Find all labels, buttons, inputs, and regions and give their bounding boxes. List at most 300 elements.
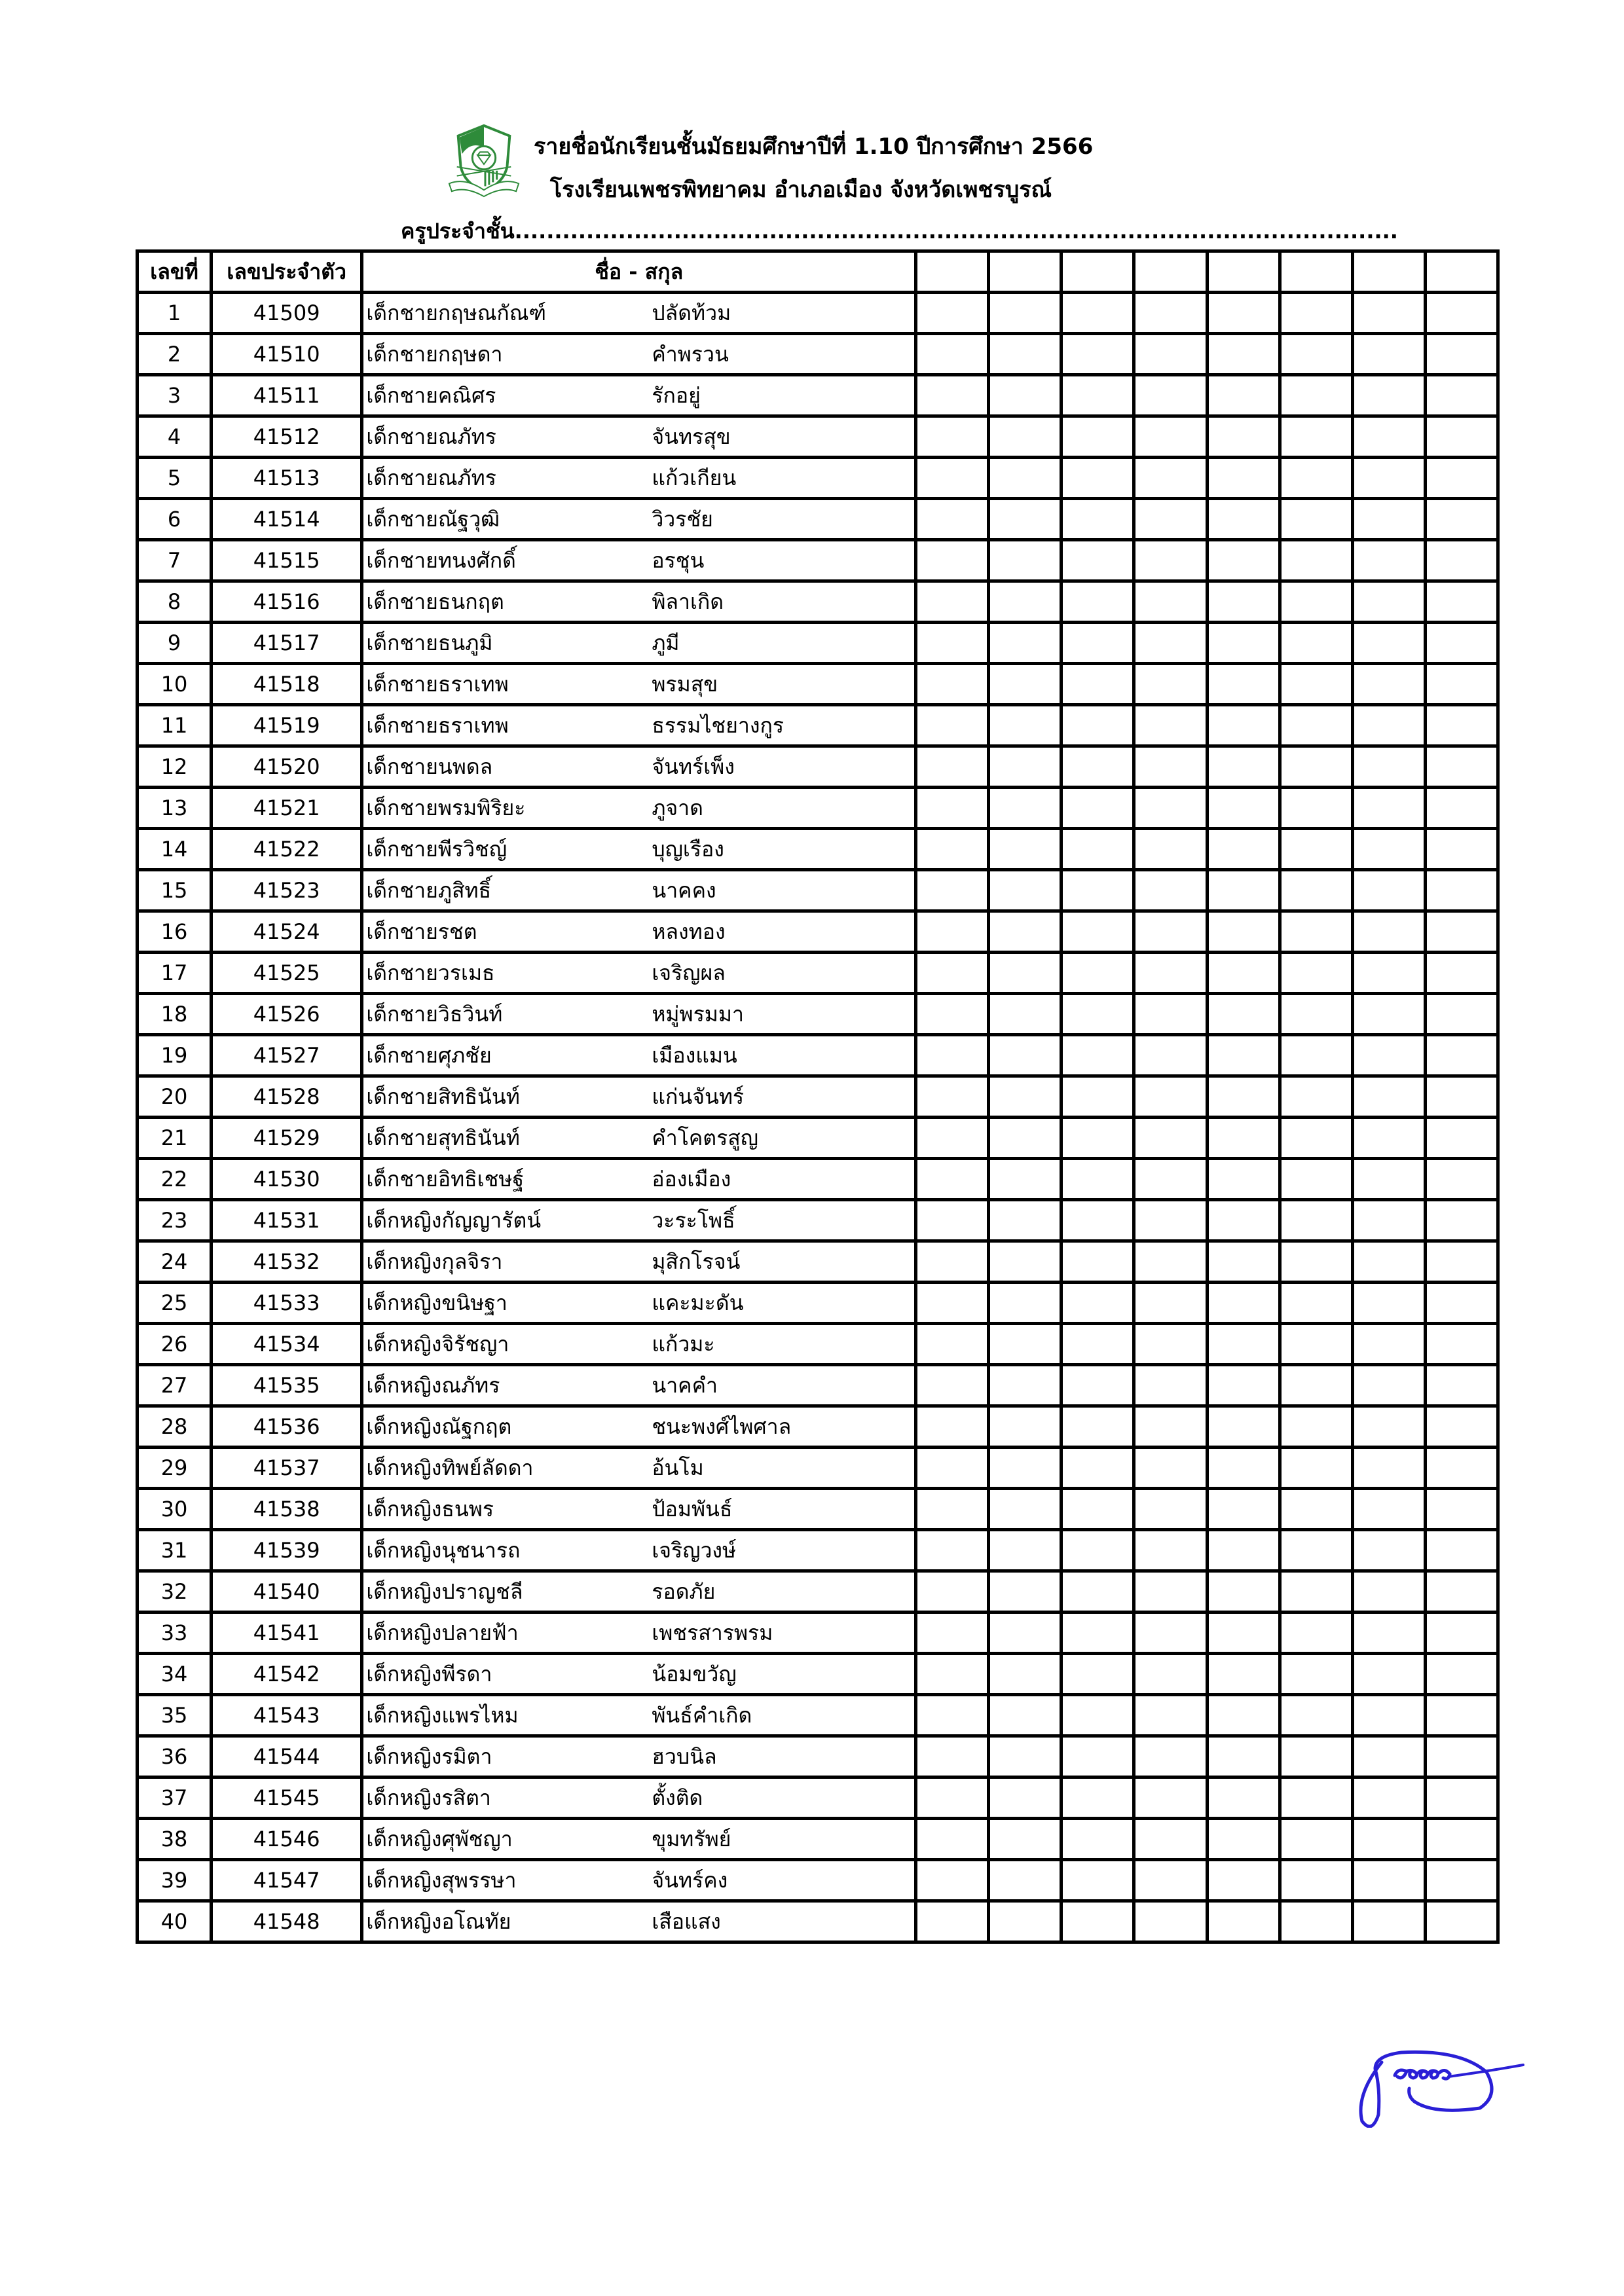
blank-mark-cell (1207, 1860, 1280, 1901)
blank-mark-cell (1207, 458, 1280, 499)
student-name-cell (362, 1365, 916, 1406)
blank-mark-cell (1280, 1076, 1352, 1118)
student-name-cell (362, 1613, 916, 1654)
blank-mark-cell (1425, 1654, 1498, 1695)
blank-mark-cell (1207, 499, 1280, 540)
blank-mark-cell (1134, 1200, 1207, 1241)
row-number: 11 (138, 705, 212, 746)
blank-mark-cell (916, 1118, 989, 1159)
blank-mark-cell (1134, 334, 1207, 375)
row-number: 23 (138, 1200, 212, 1241)
student-id: 41517 (212, 623, 362, 664)
student-last-name: จันทร์คง (652, 1868, 728, 1893)
student-last-name: นาคคง (652, 878, 716, 903)
student-id: 41539 (212, 1530, 362, 1571)
student-first-name: เด็กชายสุทธินันท์ (366, 1125, 520, 1150)
blank-mark-cell (1207, 1076, 1280, 1118)
row-number: 21 (138, 1118, 212, 1159)
blank-mark-cell (1134, 581, 1207, 623)
student-first-name: เด็กหญิงขนิษฐา (366, 1290, 507, 1315)
blank-mark-cell (1280, 1819, 1352, 1860)
row-number: 38 (138, 1819, 212, 1860)
row-number: 20 (138, 1076, 212, 1118)
table-row (138, 1489, 1498, 1530)
blank-mark-cell (989, 458, 1061, 499)
header-full-name: ชื่อ - สกุล (362, 251, 916, 293)
blank-mark-cell (1425, 623, 1498, 664)
blank-mark-cell (1280, 1324, 1352, 1365)
blank-mark-cell (1425, 788, 1498, 829)
blank-mark-cell (1425, 1695, 1498, 1736)
student-first-name: เด็กหญิงนุชนารถ (366, 1538, 521, 1563)
blank-mark-cell (1352, 1777, 1425, 1819)
row-number: 12 (138, 746, 212, 788)
student-id: 41543 (212, 1695, 362, 1736)
student-name-cell (362, 1860, 916, 1901)
blank-mark-cell (1425, 375, 1498, 416)
student-last-name: แคะมะดัน (652, 1290, 744, 1315)
blank-mark-cell (1207, 1736, 1280, 1777)
student-id: 41525 (212, 953, 362, 994)
blank-mark-cell (1352, 911, 1425, 953)
blank-mark-cell (1207, 705, 1280, 746)
student-first-name: เด็กชายวิธวินท์ (366, 1002, 503, 1027)
row-number: 33 (138, 1613, 212, 1654)
blank-mark-cell (916, 1819, 989, 1860)
blank-mark-cell (916, 499, 989, 540)
blank-mark-cell (1352, 1695, 1425, 1736)
student-first-name: เด็กชายณภัทร (366, 424, 496, 449)
student-first-name: เด็กหญิงรมิตา (366, 1744, 492, 1769)
blank-mark-cell (1207, 334, 1280, 375)
student-last-name: มุสิกโรจน์ (652, 1249, 741, 1274)
blank-mark-cell (1352, 623, 1425, 664)
blank-mark-cell (916, 1283, 989, 1324)
row-number: 29 (138, 1448, 212, 1489)
blank-mark-cell (916, 953, 989, 994)
row-number: 10 (138, 664, 212, 705)
blank-mark-cell (1134, 1241, 1207, 1283)
blank-mark-cell (916, 1365, 989, 1406)
table-row (138, 1076, 1498, 1118)
blank-mark-cell (1280, 746, 1352, 788)
blank-mark-cell (1134, 1530, 1207, 1571)
student-last-name: พิลาเกิด (652, 589, 724, 614)
blank-mark-cell (1061, 293, 1134, 334)
blank-mark-cell (1425, 1406, 1498, 1448)
blank-mark-cell (989, 1118, 1061, 1159)
blank-mark-cell (989, 870, 1061, 911)
blank-mark-cell (1352, 1860, 1425, 1901)
student-id: 41538 (212, 1489, 362, 1530)
blank-mark-cell (1352, 540, 1425, 581)
blank-mark-cell (1425, 458, 1498, 499)
student-first-name: เด็กหญิงกัญญารัตน์ (366, 1208, 542, 1233)
blank-mark-cell (1425, 1324, 1498, 1365)
blank-mark-cell (1352, 1241, 1425, 1283)
student-last-name: ปลัดท้วม (652, 301, 731, 325)
blank-mark-cell (1061, 1283, 1134, 1324)
student-name-cell (362, 1241, 916, 1283)
student-last-name: จันทรสุข (652, 424, 731, 449)
student-id: 41522 (212, 829, 362, 870)
table-row (138, 1200, 1498, 1241)
student-first-name: เด็กชายศุภชัย (366, 1043, 492, 1068)
student-name-cell (362, 1200, 916, 1241)
blank-mark-cell (1061, 1076, 1134, 1118)
student-roster-table (136, 249, 1500, 1944)
blank-mark-cell (916, 788, 989, 829)
table-row (138, 1571, 1498, 1613)
blank-mark-cell (1425, 1571, 1498, 1613)
student-name-cell (362, 664, 916, 705)
student-first-name: เด็กชายวรเมธ (366, 960, 495, 985)
student-id: 41521 (212, 788, 362, 829)
table-row (138, 1159, 1498, 1200)
student-name-cell (362, 1571, 916, 1613)
blank-mark-cell (1207, 540, 1280, 581)
blank-mark-cell (989, 416, 1061, 458)
blank-mark-cell (1425, 1118, 1498, 1159)
blank-mark-cell (989, 293, 1061, 334)
table-row (138, 664, 1498, 705)
student-first-name: เด็กหญิงปลายฟ้า (366, 1620, 519, 1645)
student-name-cell (362, 623, 916, 664)
table-row (138, 870, 1498, 911)
student-name-cell (362, 1159, 916, 1200)
blank-mark-cell (1425, 499, 1498, 540)
student-last-name: แก่นจันทร์ (652, 1084, 745, 1109)
header-blank-cell (916, 251, 989, 293)
table-row (138, 416, 1498, 458)
blank-mark-cell (1280, 911, 1352, 953)
row-number: 26 (138, 1324, 212, 1365)
blank-mark-cell (1134, 458, 1207, 499)
student-name-cell (362, 705, 916, 746)
student-name-cell (362, 953, 916, 994)
table-row (138, 829, 1498, 870)
student-last-name: คำโคตรสูญ (652, 1125, 759, 1150)
blank-mark-cell (1134, 1777, 1207, 1819)
blank-mark-cell (1134, 1860, 1207, 1901)
blank-mark-cell (1061, 1035, 1134, 1076)
blank-mark-cell (989, 1406, 1061, 1448)
blank-mark-cell (1352, 375, 1425, 416)
blank-mark-cell (1134, 416, 1207, 458)
blank-mark-cell (1061, 1654, 1134, 1695)
student-id: 41526 (212, 994, 362, 1035)
blank-mark-cell (916, 334, 989, 375)
blank-mark-cell (1425, 1200, 1498, 1241)
blank-mark-cell (1352, 1324, 1425, 1365)
blank-mark-cell (1280, 334, 1352, 375)
student-id: 41513 (212, 458, 362, 499)
blank-mark-cell (1280, 1860, 1352, 1901)
blank-mark-cell (989, 1448, 1061, 1489)
header-blank-cell (1061, 251, 1134, 293)
blank-mark-cell (989, 1695, 1061, 1736)
student-last-name: นาคคำ (652, 1373, 718, 1398)
student-name-cell (362, 1283, 916, 1324)
blank-mark-cell (1061, 1365, 1134, 1406)
blank-mark-cell (916, 1200, 989, 1241)
blank-mark-cell (1280, 499, 1352, 540)
blank-mark-cell (989, 1200, 1061, 1241)
row-number: 27 (138, 1365, 212, 1406)
row-number: 22 (138, 1159, 212, 1200)
blank-mark-cell (1207, 1118, 1280, 1159)
blank-mark-cell (1352, 829, 1425, 870)
table-row (138, 540, 1498, 581)
blank-mark-cell (1280, 623, 1352, 664)
blank-mark-cell (916, 1324, 989, 1365)
blank-mark-cell (1061, 1860, 1134, 1901)
blank-mark-cell (916, 1159, 989, 1200)
student-id: 41512 (212, 416, 362, 458)
blank-mark-cell (1061, 911, 1134, 953)
table-row (138, 1324, 1498, 1365)
header-blank-cell (1280, 251, 1352, 293)
row-number: 25 (138, 1283, 212, 1324)
table-row (138, 1819, 1498, 1860)
student-first-name: เด็กหญิงศุพัชญา (366, 1827, 513, 1851)
blank-mark-cell (1280, 1241, 1352, 1283)
blank-mark-cell (989, 623, 1061, 664)
student-last-name: แก้วมะ (652, 1332, 715, 1357)
student-id: 41514 (212, 499, 362, 540)
blank-mark-cell (1061, 788, 1134, 829)
blank-mark-cell (1061, 375, 1134, 416)
blank-mark-cell (1134, 953, 1207, 994)
student-first-name: เด็กหญิงปราญชลี (366, 1579, 523, 1604)
blank-mark-cell (1207, 953, 1280, 994)
blank-mark-cell (1061, 953, 1134, 994)
row-number: 16 (138, 911, 212, 953)
row-number: 40 (138, 1901, 212, 1942)
teacher-signature (1329, 2023, 1526, 2128)
table-row (138, 1530, 1498, 1571)
student-name-cell (362, 1448, 916, 1489)
student-id: 41548 (212, 1901, 362, 1942)
student-first-name: เด็กชายณภัทร (366, 465, 496, 490)
blank-mark-cell (1134, 1159, 1207, 1200)
blank-mark-cell (1134, 829, 1207, 870)
header-blank-cell (1207, 251, 1280, 293)
student-last-name: ฮวบนิล (652, 1744, 717, 1769)
student-last-name: เจริญวงษ์ (652, 1538, 737, 1563)
blank-mark-cell (1061, 994, 1134, 1035)
student-id: 41510 (212, 334, 362, 375)
blank-mark-cell (1425, 1901, 1498, 1942)
table-row (138, 746, 1498, 788)
blank-mark-cell (1352, 334, 1425, 375)
document-title: รายชื่อนักเรียนชั้นมัธยมศึกษาปีที่ 1.10 ปีการศึกษา 2566 (534, 134, 1094, 160)
blank-mark-cell (1425, 1283, 1498, 1324)
student-id: 41531 (212, 1200, 362, 1241)
blank-mark-cell (1207, 293, 1280, 334)
blank-mark-cell (1425, 334, 1498, 375)
table-row (138, 623, 1498, 664)
blank-mark-cell (1134, 375, 1207, 416)
blank-mark-cell (1280, 1489, 1352, 1530)
blank-mark-cell (1207, 1530, 1280, 1571)
student-first-name: เด็กหญิงจิรัชญา (366, 1332, 509, 1357)
blank-mark-cell (1280, 416, 1352, 458)
blank-mark-cell (1061, 746, 1134, 788)
blank-mark-cell (989, 1324, 1061, 1365)
blank-mark-cell (1352, 1901, 1425, 1942)
blank-mark-cell (1134, 1035, 1207, 1076)
student-last-name: เสือแสง (652, 1909, 721, 1934)
blank-mark-cell (1207, 375, 1280, 416)
student-name-cell (362, 540, 916, 581)
blank-mark-cell (989, 1860, 1061, 1901)
student-last-name: อรชุน (652, 548, 705, 573)
blank-mark-cell (1280, 1777, 1352, 1819)
student-id: 41527 (212, 1035, 362, 1076)
blank-mark-cell (1134, 1613, 1207, 1654)
student-last-name: พันธ์คำเกิด (652, 1703, 752, 1728)
blank-mark-cell (916, 1860, 989, 1901)
blank-mark-cell (1280, 1736, 1352, 1777)
table-row (138, 375, 1498, 416)
blank-mark-cell (1207, 1901, 1280, 1942)
blank-mark-cell (1207, 664, 1280, 705)
student-id: 41544 (212, 1736, 362, 1777)
blank-mark-cell (1061, 1901, 1134, 1942)
blank-mark-cell (1207, 1159, 1280, 1200)
blank-mark-cell (1134, 623, 1207, 664)
row-number: 32 (138, 1571, 212, 1613)
student-name-cell (362, 416, 916, 458)
student-id: 41523 (212, 870, 362, 911)
blank-mark-cell (1207, 829, 1280, 870)
blank-mark-cell (1352, 1571, 1425, 1613)
student-first-name: เด็กชายธนภูมิ (366, 630, 493, 655)
row-number: 2 (138, 334, 212, 375)
student-last-name: เพชรสารพรม (652, 1620, 773, 1645)
student-last-name: แก้วเกียน (652, 465, 737, 490)
header-blank-cell (1134, 251, 1207, 293)
blank-mark-cell (1280, 1695, 1352, 1736)
student-first-name: เด็กชายคณิศร (366, 383, 496, 408)
blank-mark-cell (1134, 1076, 1207, 1118)
row-number: 28 (138, 1406, 212, 1448)
student-id: 41511 (212, 375, 362, 416)
blank-mark-cell (989, 664, 1061, 705)
row-number: 13 (138, 788, 212, 829)
blank-mark-cell (1352, 664, 1425, 705)
table-row (138, 1654, 1498, 1695)
blank-mark-cell (1280, 953, 1352, 994)
student-name-cell (362, 1530, 916, 1571)
blank-mark-cell (1061, 1695, 1134, 1736)
blank-mark-cell (1280, 458, 1352, 499)
blank-mark-cell (1207, 1448, 1280, 1489)
blank-mark-cell (1425, 581, 1498, 623)
blank-mark-cell (916, 540, 989, 581)
blank-mark-cell (1352, 788, 1425, 829)
table-row (138, 1901, 1498, 1942)
table-header-row (138, 251, 1498, 293)
student-id: 41524 (212, 911, 362, 953)
blank-mark-cell (1352, 994, 1425, 1035)
row-number: 37 (138, 1777, 212, 1819)
blank-mark-cell (1061, 1324, 1134, 1365)
row-number: 17 (138, 953, 212, 994)
blank-mark-cell (1134, 664, 1207, 705)
blank-mark-cell (916, 1241, 989, 1283)
blank-mark-cell (989, 540, 1061, 581)
row-number: 39 (138, 1860, 212, 1901)
table-row (138, 458, 1498, 499)
blank-mark-cell (1207, 1819, 1280, 1860)
blank-mark-cell (989, 1530, 1061, 1571)
student-last-name: อ่องเมือง (652, 1167, 731, 1192)
blank-mark-cell (916, 1448, 989, 1489)
row-number: 15 (138, 870, 212, 911)
blank-mark-cell (1061, 1118, 1134, 1159)
blank-mark-cell (1280, 1613, 1352, 1654)
student-id: 41537 (212, 1448, 362, 1489)
school-crest-logo (445, 122, 523, 199)
blank-mark-cell (989, 1613, 1061, 1654)
student-last-name: ขุมทรัพย์ (652, 1827, 731, 1851)
student-name-cell (362, 334, 916, 375)
blank-mark-cell (1352, 1736, 1425, 1777)
student-id: 41542 (212, 1654, 362, 1695)
blank-mark-cell (1134, 1654, 1207, 1695)
blank-mark-cell (1280, 1406, 1352, 1448)
student-id: 41535 (212, 1365, 362, 1406)
student-name-cell (362, 1118, 916, 1159)
blank-mark-cell (916, 664, 989, 705)
blank-mark-cell (1207, 746, 1280, 788)
student-id: 41546 (212, 1819, 362, 1860)
table-row (138, 911, 1498, 953)
blank-mark-cell (1280, 1448, 1352, 1489)
blank-mark-cell (1134, 788, 1207, 829)
header-student-id: เลขประจำตัว (212, 251, 362, 293)
blank-mark-cell (916, 1613, 989, 1654)
blank-mark-cell (1425, 1736, 1498, 1777)
row-number: 35 (138, 1695, 212, 1736)
student-last-name: หมู่พรมมา (652, 1002, 744, 1027)
student-last-name: จันทร์เพ็ง (652, 754, 735, 779)
header-blank-cell (989, 251, 1061, 293)
blank-mark-cell (989, 1571, 1061, 1613)
blank-mark-cell (1425, 1530, 1498, 1571)
blank-mark-cell (1061, 1530, 1134, 1571)
row-number: 1 (138, 293, 212, 334)
blank-mark-cell (1425, 540, 1498, 581)
blank-mark-cell (1134, 1324, 1207, 1365)
blank-mark-cell (1352, 746, 1425, 788)
blank-mark-cell (1280, 1530, 1352, 1571)
blank-mark-cell (916, 1489, 989, 1530)
table-row (138, 1283, 1498, 1324)
blank-mark-cell (1280, 581, 1352, 623)
blank-mark-cell (989, 334, 1061, 375)
blank-mark-cell (1352, 1613, 1425, 1654)
blank-mark-cell (1061, 1200, 1134, 1241)
table-row (138, 994, 1498, 1035)
blank-mark-cell (1425, 953, 1498, 994)
blank-mark-cell (1207, 1571, 1280, 1613)
table-row (138, 788, 1498, 829)
blank-mark-cell (1425, 1860, 1498, 1901)
blank-mark-cell (1280, 1200, 1352, 1241)
